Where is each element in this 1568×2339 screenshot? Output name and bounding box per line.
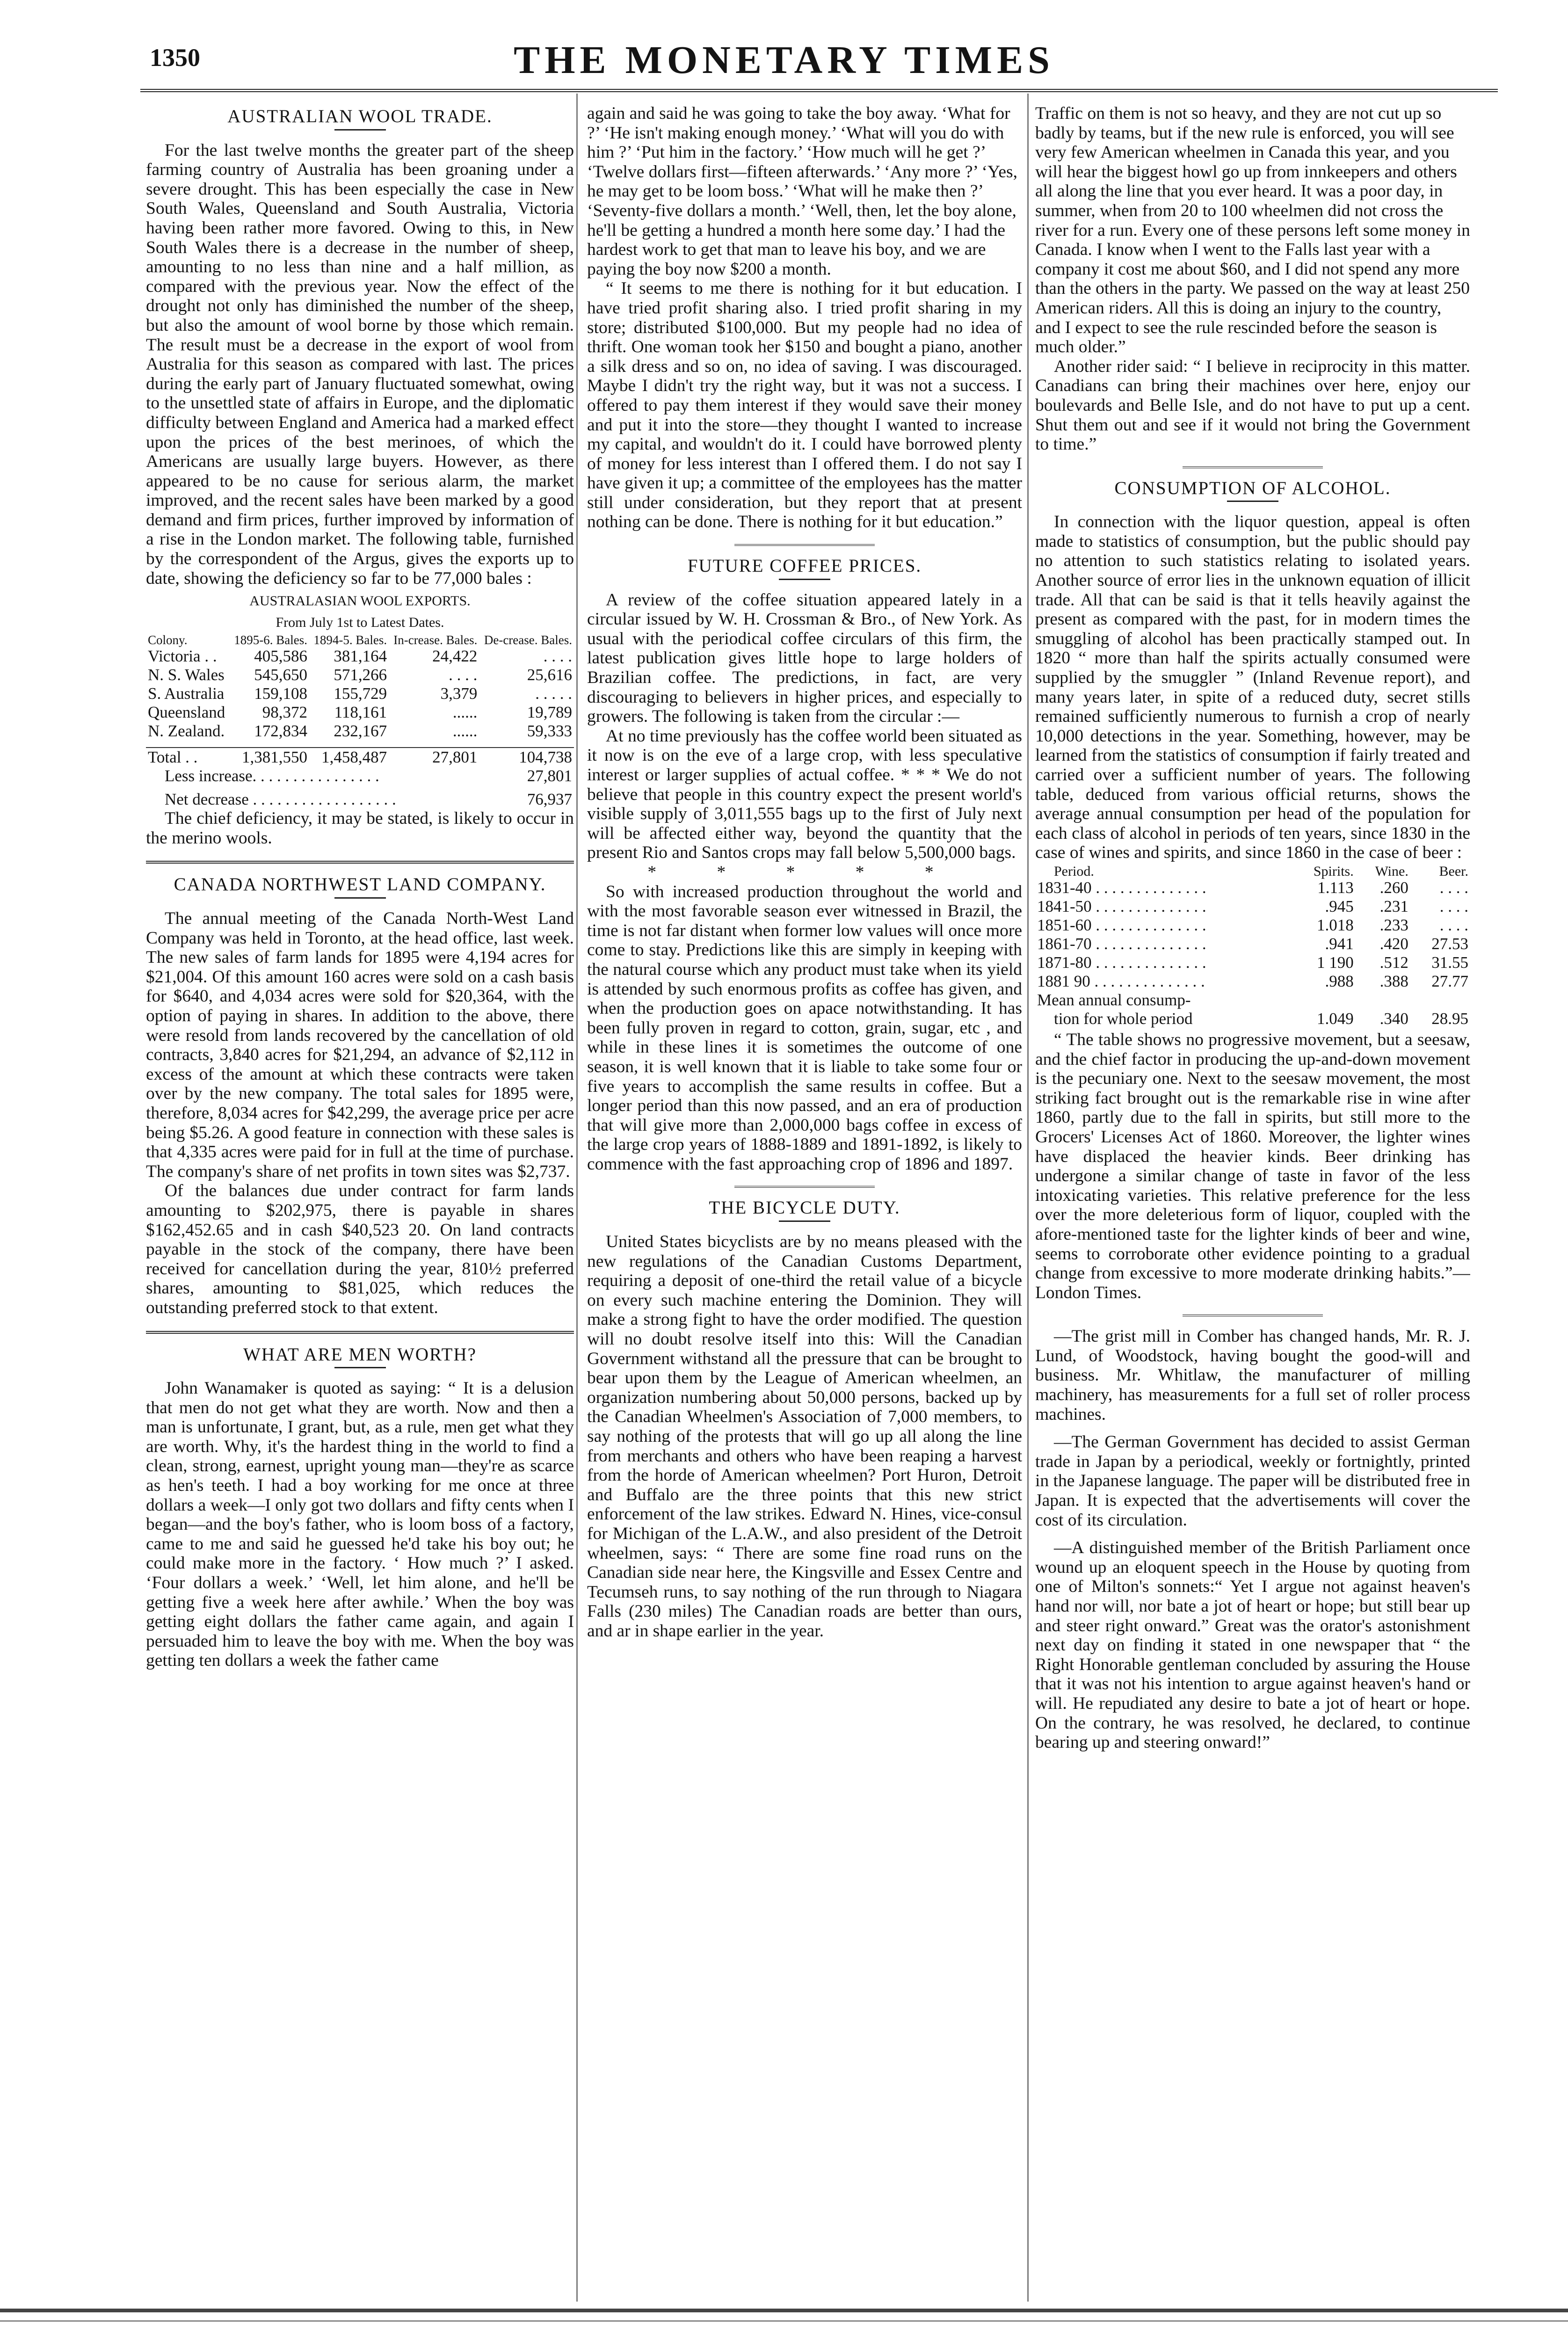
table-cell: 1881 90 . . . . . . . . . . . . . . — [1037, 972, 1205, 990]
alcohol-paragraph: In connection with the liquor question, appeal is often made to statistics of consumption, but the public should pay no attention to such statistics relating to isolated years. Another source of error lies in the unknown equation of illicit trade. All that can be said is that it tells heavily against the present as compared with the past, for in modern times the smuggling of alcohol has been practically stamped out. In 1820 “ more than half the spirits actually consumed were supplied by the smuggler ” (Inland Revenue report), and many years later, in spite of a reduced duty, secret stills remained sufficiently numerous to furnish a crop of nearly 10,000 detections in the year. Something, however, may be learned from the statistics of consumption if fairly treated and carried over a sufficient number of years. The following table, deduced from various official returns, shows the average annual consumption per head of the population for each class of alcohol in periods of ten years, since 1830 in the case of wines and spirits, and since 1860 in the case of beer : — [1035, 512, 1470, 863]
table-cell: .941 — [1325, 934, 1354, 953]
table-cell: 98,372 — [262, 703, 307, 722]
table-cell: . . . . — [543, 647, 572, 666]
table-cell: 1,381,550 — [242, 748, 307, 767]
men-paragraph: John Wanamaker is quoted as saying: “ It is a delusion that men do not get what they are worth. Now and then a man is unfortunate, I grant, but, as a rule, men get what they are worth. Why, it's the hardest thing in the world to find a clean, strong, earnest, upright young man—they're as scarce as hen's teeth. I had a boy working for me once at three dollars a week—I only got two dollars and fifty cents when I began—and the boy's father, who is loom boss of a factory, came to me and said he guessed he'd take his boy out; he could make more in the factory. ‘ How much ?’ I asked. ‘Four dollars a week.’ ‘Well, let him alone, and he'll be getting five a week here after awhile.’ When the boy was getting eight dollars the father came again, and again I persuaded him to leave the boy with me. When the boy was getting ten dollars a week the father came — [146, 1379, 574, 1671]
table-cell: 104,738 — [519, 748, 572, 767]
section-rule — [734, 544, 875, 546]
table-cell: .988 — [1325, 972, 1354, 990]
table-cell: .388 — [1379, 972, 1408, 990]
table-cell: 1841-50 . . . . . . . . . . . . . . — [1037, 897, 1206, 915]
table-header: Colony. — [148, 633, 188, 647]
table-cell: 59,333 — [527, 722, 572, 741]
table-row — [1035, 953, 1470, 972]
section-rule — [734, 1186, 875, 1188]
table-header: 1895-6. Bales. — [234, 633, 307, 647]
table-row — [146, 703, 574, 722]
table-row — [1035, 935, 1470, 953]
table-less-row — [146, 767, 574, 785]
wool-paragraph: For the last twelve months the greater part of the sheep farming country of Australia has been groaning under a severe drought. This has been especially the case in New South Wales, Queensland and South Australia, Victoria having been rather more favored. Owing to this, in New South Wales there is a decrease in the number of sheep, amounting to no less than nine and a half million, as compared with the previous year. Now the effect of the drought not only has diminished the number of the sheep, but also the amount of wool borne by those which remain. The result must be a decrease in the export of wool from Australia for this season as compared with last. The prices during the early part of January fluctuated somewhat, owing to the unsettled state of affairs in Europe, and the diplomatic difficulty between England and America had a marked effect upon the prices of the best merinoes, of which the Americans are usually large buyers. However, as there appeared to be no cause for serious alarm, the market improved, and the recent sales have been marked by a good demand and firm prices, further improved by information of a rise in the London market. The following table, furnished by the correspondent of the Argus, gives the exports up to date, showing the deficiency so far to be 77,000 bales : — [146, 140, 574, 588]
table-cell: 155,729 — [334, 684, 387, 703]
title-rule — [334, 1367, 386, 1368]
table-cell: 159,108 — [254, 684, 307, 703]
coffee-paragraph: So with increased production throughout the world and with the most favorable season ever witnessed in Brazil, the time is not far distant when former low values will once more come to stay. Predictions like this are simply in keeping with the natural course which any product must take when its yield is attended by such enormous profits as coffee has given, and when the production goes on apace notwithstanding. It has been fully proven in regard to cotton, grain, sugar, etc , and while in these lines it is sometimes the outcome of one season, it is well known that it is liable to take some four or five years to accomplish the same results in coffee. But a longer period than this now passed, and an era of production that will give more than 2,000,000 bags coffee in excess of the large crop years of 1888-1889 and 1891-1892, is likely to commence with the fast approaching crop of 1896 and 1897. — [587, 882, 1022, 1174]
coffee-paragraph: At no time previously has the coffee world been situated as it now is on the eve of a large crop, with less speculative interest or larger supplies of actual coffee. * * * We do not believe that people in this country expect the present world's visible supply of 3,011,555 bags up to the first of July next will be affected either way, beyond the quantity that the present Rio and Santos crops may fall below 5,500,000 bags. — [587, 726, 1022, 863]
table-cell: 1831-40 . . . . . . . . . . . . . . — [1037, 878, 1206, 897]
table-cell: N. Zealand. — [148, 722, 225, 741]
table-header: Spirits. — [1313, 863, 1354, 879]
wool-paragraph: The chief deficiency, it may be stated, is likely to occur in the merino wools. — [146, 809, 574, 848]
table-cell: 545,650 — [254, 666, 307, 684]
table-cell: 571,266 — [334, 666, 387, 684]
column-2 — [587, 104, 1022, 2298]
table-cell: Queensland — [148, 703, 225, 722]
table-cell: .340 — [1379, 1009, 1408, 1028]
table-cell: . . . . — [449, 666, 478, 684]
table-cell: . . . . — [1439, 897, 1468, 915]
table-cell: . . . . . — [535, 684, 572, 703]
wool-table-subtitle: From July 1st to Latest Dates. — [276, 615, 444, 631]
men-paragraph: again and said he was going to take the boy away. ‘What for ?’ ‘He isn't making enough money.’ ‘What will you do with him ?’ ‘Put him in the factory.’ ‘How much will he get ?’ ‘Twelve dollars first—fifteen afterwards.’ ‘Any more ?’ ‘Yes, he may get to be loom boss.’ ‘What will he make then ?’ ‘Seventy-five dollars a month.’ ‘Well, then, let the boy alone, he'll be getting a hundred a month here some day.’ I had the hardest work to get that man to leave his boy, and we are paying the boy now $200 a month. — [587, 104, 1017, 279]
column-rule-2 — [1027, 94, 1029, 2302]
section-rule — [1183, 466, 1323, 468]
table-row — [1035, 879, 1470, 897]
table-cell: Mean annual consump- — [1037, 990, 1191, 1009]
title-rule — [334, 897, 386, 899]
table-cell: 76,937 — [527, 790, 572, 809]
table-cell: .260 — [1379, 878, 1408, 897]
article-title-men: WHAT ARE MEN WORTH? — [243, 1344, 477, 1365]
table-cell: .420 — [1379, 934, 1408, 953]
table-row — [146, 666, 574, 684]
table-cell: 27.77 — [1431, 972, 1468, 990]
table-row — [146, 647, 574, 666]
column-rule-1 — [576, 94, 578, 2302]
section-rule — [146, 1331, 574, 1334]
table-cell: tion for whole period — [1054, 1009, 1193, 1028]
wool-table-title: AUSTRALASIAN WOOL EXPORTS. — [249, 593, 471, 609]
table-cell: 1.113 — [1317, 878, 1354, 897]
column-3 — [1035, 104, 1470, 2298]
table-row — [1035, 897, 1470, 916]
article-title-alcohol: CONSUMPTION OF ALCOHOL. — [1114, 478, 1391, 498]
table-cell: 405,586 — [254, 647, 307, 666]
bicycle-paragraph: Traffic on them is not so heavy, and they are not cut up so badly by teams, but if the new rule is enforced, you will see very few American wheelmen in Canada this year, and you will hear the biggest howl go up from innkeepers and others all along the line that you ever heard. It was a poor day, in summer, when from 20 to 100 wheelmen did not cross the river for a run. Every one of these persons left some money in Canada. I know when I went to the Falls last year with a company it cost me about $60, and I did not spend any more than the others in the party. We passed on the way at least 250 American riders. All this is doing an injury to the country, and I expect to see the rule rescinded before the season is much older.” — [1035, 104, 1470, 357]
article-title-coffee: FUTURE COFFEE PRICES. — [687, 556, 922, 576]
table-mean-row — [1035, 1010, 1470, 1028]
masthead: THE MONETARY TIMES — [514, 38, 1054, 82]
table-header: Period. — [1054, 863, 1094, 879]
table-header: In-crease. Bales. — [393, 633, 478, 647]
table-cell: 381,164 — [334, 647, 387, 666]
table-cell: 27,801 — [527, 767, 572, 785]
table-cell: S. Australia — [148, 684, 225, 703]
table-cell: ...... — [452, 722, 478, 741]
table-cell: .231 — [1379, 897, 1408, 915]
table-cell: 27.53 — [1431, 934, 1468, 953]
table-cell: 1851-60 . . . . . . . . . . . . . . — [1037, 915, 1206, 934]
table-cell: . . . . — [1439, 878, 1468, 897]
alcohol-table — [1035, 864, 1470, 1028]
table-row — [146, 684, 574, 703]
bottom-rule — [0, 2309, 1568, 2312]
article-title-wool: AUSTRALIAN WOOL TRADE. — [227, 106, 493, 126]
table-cell: 28.95 — [1431, 1009, 1468, 1028]
note-paragraph: —The German Government has decided to assist German trade in Japan by a periodical, weekly or fortnightly, printed in the Japanese language. The paper will be distributed free in Japan. It is expected that the advertisements will cover the cost of its circulation. — [1035, 1432, 1470, 1530]
table-cell: Less increase. . . . . . . . . . . . . . . . — [165, 767, 379, 785]
note-paragraph: —The grist mill in Comber has changed hands, Mr. R. J. Lund, of Woodstock, having bought the good-will and business. Mr. Whitlaw, the manufacturer of milling machinery, has measurements for a full set of roller process machines. — [1035, 1327, 1470, 1424]
page-number: 1350 — [150, 44, 200, 72]
alcohol-paragraph: “ The table shows no progressive movement, but a seesaw, and the chief factor in producing the up-and-down movement is the pecuniary one. Next to the seesaw movement, the most striking fact brought out is the remarkable rise in wine after 1860, partly due to the fall in spirits, but still more to the Grocers' Licenses Act of 1860. Moreover, the lighter wines have displaced the heavier kinds. Beer drinking has undergone a similar change of taste in favor of the less intoxicating varieties. This relative preference for the less over the more deleterious form of liquor, coupled with the afore-mentioned taste for the lighter kinds of beer and wine, seems to corroborate other evidence pointing to a gradual change from excessive to more moderate drinking habits.”—London Times. — [1035, 1030, 1470, 1302]
table-header: 1894-5. Bales. — [313, 633, 387, 647]
note-paragraph: —A distinguished member of the British Parliament once wound up an eloquent speech in the House by quoting from one of Milton's sonnets:“ Yet I argue not against heaven's hand nor will, nor bate a jot of heart or hope; but still bear up and steer right onward.” Great was the orator's astonishment next day on finding it stated in one newspaper that “ the Right Honorable gentleman concluded by assuring the House that it was not his intention to argue against heaven's hand or will. He repudiated any desire to bate a jot of heart or hope. On the contrary, he was resolved, he declared, to continue bearing up and steering onward!” — [1035, 1538, 1470, 1752]
table-cell: 24,422 — [432, 647, 478, 666]
table-row — [146, 722, 574, 741]
table-cell: .945 — [1325, 897, 1354, 915]
table-cell: 1.049 — [1316, 1009, 1354, 1028]
table-net-row — [146, 790, 574, 809]
table-cell: 3,379 — [440, 684, 478, 703]
table-cell: 1,458,487 — [321, 748, 387, 767]
title-rule — [779, 1220, 830, 1222]
table-cell: Net decrease . . . . . . . . . . . . . . . . . . — [165, 790, 396, 809]
wool-exports-table — [146, 633, 574, 809]
table-cell: 1 190 — [1316, 953, 1354, 972]
title-rule — [1227, 501, 1278, 502]
article-title-bicycle: THE BICYCLE DUTY. — [709, 1198, 900, 1218]
canada-paragraph: The annual meeting of the Canada North-West Land Company was held in Toronto, at the head office, last week. The new sales of farm lands for 1895 were 4,194 acres for $21,004. Of this amount 160 acres were sold on a cash basis for $640, and 4,034 acres were sold for $20,364, with the option of paying in shares. In addition to the above, there were resold from lands recovered by the cancellation of old contracts, 3,840 acres for $21,294, an advance of $2,112 in excess of the amount at which these contracts were taken over by the new company. The total sales for 1895 were, therefore, 8,034 acres for $42,299, the average price per acre being $5.26. A good feature in connection with these sales is that 4,335 acres were paid for in full at the time of purchase. The company's share of net profits in town sites was $2,737. — [146, 909, 574, 1181]
table-cell: 172,834 — [254, 722, 307, 741]
table-cell: 232,167 — [334, 722, 387, 741]
table-row — [1035, 972, 1470, 991]
table-mean-row — [1035, 991, 1470, 1010]
table-cell: 25,616 — [527, 666, 572, 684]
table-header: Beer. — [1439, 863, 1468, 879]
title-rule — [779, 579, 830, 580]
table-header: Wine. — [1375, 863, 1408, 879]
table-cell: Total . . — [148, 748, 198, 767]
table-cell: 1871-80 . . . . . . . . . . . . . . — [1037, 953, 1206, 972]
table-cell: 118,161 — [334, 703, 387, 722]
men-paragraph: “ It seems to me there is nothing for it but education. I have tried profit sharing also. I tried profit sharing in my store; distributed $100,000. But my people had no idea of thrift. One woman took her $150 and bought a piano, another a silk dress and so on, no idea of saving. I was discouraged. Maybe I didn't try the right way, but it was not a success. I offered to pay them interest if they would save their money and put it into the store—they thought I wanted to increase my capital, and wouldn't do it. I could have borrowed plenty of money for less interest than I offered them. I do not say I have given it up; a committee of the employees has the matter still under consideration, but they report that at present nothing can be done. There is nothing for it but education.” — [587, 279, 1022, 532]
table-cell: Victoria . . — [148, 647, 217, 666]
table-cell: . . . . — [1439, 915, 1468, 934]
table-header: De-crease. Bales. — [484, 633, 572, 647]
table-cell: 27,801 — [432, 748, 478, 767]
table-cell: .512 — [1379, 953, 1408, 972]
bicycle-paragraph: United States bicyclists are by no means pleased with the new regulations of the Canadian Customs Department, requiring a deposit of one-third the retail value of a bicycle on every such machine entering the Dominion. They will make a strong fight to have the order modified. The question will no doubt resolve itself into this: Will the Canadian Government withstand all the pressure that can be brought to bear upon them by the League of American wheelmen, an organization numbering about 50,000 persons, backed up by the Canadian Wheelmen's Association of 7,000 members, to say nothing of the protests that will go up all along the line from merchants and others who have been reaping a harvest from the horde of American wheelmen? Port Huron, Detroit and Buffalo are the three points that this new strict enforcement of the law strikes. Edward N. Hines, vice-consul for Michigan of the L.A.W., and also president of the Detroit wheelmen, says: “ There are some fine road runs on the Canadian side near here, the Kingsville and Essex Centre and Tecumseh runs, to say nothing of the run through to Niagara Falls (230 miles) The Canadian roads are better than ours, and ar in shape earlier in the year. — [587, 1232, 1022, 1641]
title-rule — [334, 129, 386, 131]
bottom-rule — [0, 2320, 1568, 2322]
table-cell: N. S. Wales — [148, 666, 225, 684]
table-cell: 1861-70 . . . . . . . . . . . . . . — [1037, 934, 1206, 953]
canada-paragraph: Of the balances due under contract for farm lands amounting to $202,975, there is payable in shares $162,452.65 and in cash $40,523 20. On land contracts payable in the stock of the company, there have been received for cancellation during the year, 810½ preferred shares, amounting to $81,025, which reduces the outstanding preferred stock to that extent. — [146, 1181, 574, 1317]
table-total-row — [146, 748, 574, 767]
masthead-rule — [140, 89, 1498, 92]
coffee-paragraph: A review of the coffee situation appeared lately in a circular issued by W. H. Crossman & Bro., of New York. As usual with the periodical coffee circulars of this firm, the latest publication gives little hope to large holders of Brazilian coffee. The predictions, in fact, are very discouraging to believers in higher prices, and especially to growers. The following is taken from the circular :— — [587, 590, 1022, 726]
coffee-stars: * * * * * — [647, 862, 962, 882]
section-rule — [1183, 1315, 1323, 1316]
article-title-canada: CANADA NORTHWEST LAND COMPANY. — [174, 874, 546, 895]
table-cell: .233 — [1379, 915, 1408, 934]
table-cell: 1.018 — [1316, 915, 1354, 934]
section-rule — [146, 861, 574, 864]
table-cell: 19,789 — [527, 703, 572, 722]
table-row — [1035, 916, 1470, 935]
table-cell: 31.55 — [1431, 953, 1468, 972]
column-1 — [146, 104, 574, 2298]
bicycle-paragraph: Another rider said: “ I believe in reciprocity in this matter. Canadians can bring their machines over here, enjoy our boulevards and Belle Isle, and do not have to put up a cent. Shut them out and see if it would not bring the Government to time.” — [1035, 356, 1470, 454]
table-cell: ...... — [452, 703, 478, 722]
